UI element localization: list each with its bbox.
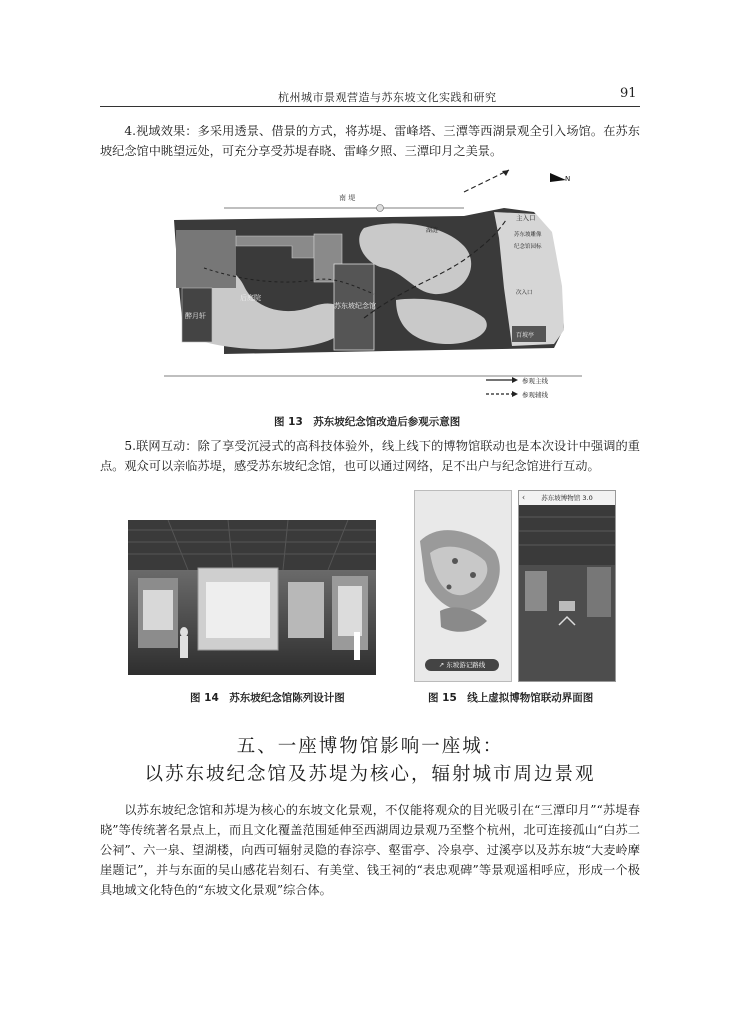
map-label-right-pavilion: 百坡亭 [516, 332, 535, 339]
figure-15-phone-vr [518, 490, 616, 682]
legend-main-route: 参观主线 [522, 377, 548, 385]
compass-label: N [565, 175, 571, 183]
legend-secondary-route: 参观辅线 [522, 391, 548, 398]
route-button[interactable]: ↗ 东坡游记路线 [425, 659, 499, 671]
map-label-entrance-b: 次入口 [516, 290, 533, 296]
paragraph-online-interaction: 5.联网互动：除了享受沉浸式的高科技体验外，线上线下的博物馆联动也是本次设计中强调的重点。观众可以亲临苏堤，感受苏东坡纪念馆，也可以通过网络，足不出户与纪念馆进行互动。 [100, 439, 640, 473]
phone-title: 苏东坡博物馆 3.0 [519, 491, 615, 505]
map-label-lake: 湖涟 [426, 227, 439, 234]
figure-14-exhibition-render [128, 520, 376, 675]
map-label-courtyard: 后庭院 [240, 294, 261, 302]
figure-13-caption: 图 13 苏东坡纪念馆改造后参观示意图 [274, 416, 461, 428]
figure-13-legend [486, 376, 549, 398]
section-title-line-1: 五、一座博物馆影响一座城： [236, 736, 504, 757]
header-rule [100, 106, 640, 107]
compass-icon [550, 173, 570, 183]
figure-15-phone-map [414, 490, 512, 682]
west-building [176, 230, 236, 288]
page-number: 91 [620, 86, 637, 101]
map-label-moon-pavilion: 醉月轩 [185, 312, 206, 320]
figure-14-caption: 图 14 苏东坡纪念馆陈列设计图 [190, 692, 345, 704]
running-header-title: 杭州城市景观营造与苏东坡文化实践和研究 [278, 91, 497, 104]
figure-15-caption: 图 15 线上虚拟博物馆联动界面图 [428, 692, 594, 704]
map-label-hall: 苏东坡纪念馆 [334, 302, 376, 310]
paragraph-visual-effect: 4.视域效果：多采用透景、借景的方式，将苏堤、雷峰塔、三潭等西湖景观全引入场馆。在苏东坡纪念馆中眺望远处，可充分享受苏堤春晓、雷峰夕照、三潭印月之美景。 [100, 124, 640, 158]
back-arrow-icon[interactable]: ‹ [522, 493, 526, 502]
section-title-line-2: 以苏东坡纪念馆及苏堤为核心，辐射城市周边景观 [144, 764, 596, 785]
map-label-top-road: 南 堤 [339, 194, 356, 202]
visitor-figure [180, 627, 188, 637]
map-label-statue: 苏东坡雕像 [514, 232, 542, 238]
figure-13-site-plan [164, 168, 582, 398]
map-label-sign: 纪念馆园标 [514, 244, 542, 250]
map-label-main-entrance: 主入口 [516, 214, 536, 222]
paragraph-cultural-landscape: 以苏东坡纪念馆和苏堤为核心的东坡文化景观，不仅能将观众的目光吸引在“三潭印月”“苏堤春晓”等传统著名景点上，而且文化覆盖范围延伸至西湖周边景观乃至整个杭州，北可连接孤山“白苏二公祠”、六一泉、望湖楼，向西可辐射灵隐的春淙亭、壑雷亭、冷泉亭、过溪亭以及苏东坡“大麦岭摩崖题记”，并与东面的吴山感花岩刻石、有美堂、钱王祠的“表忠观碑”等景观遥相呼应，形成一个极具地域文化特色的“东坡文化景观”综合体。 [100, 803, 640, 897]
